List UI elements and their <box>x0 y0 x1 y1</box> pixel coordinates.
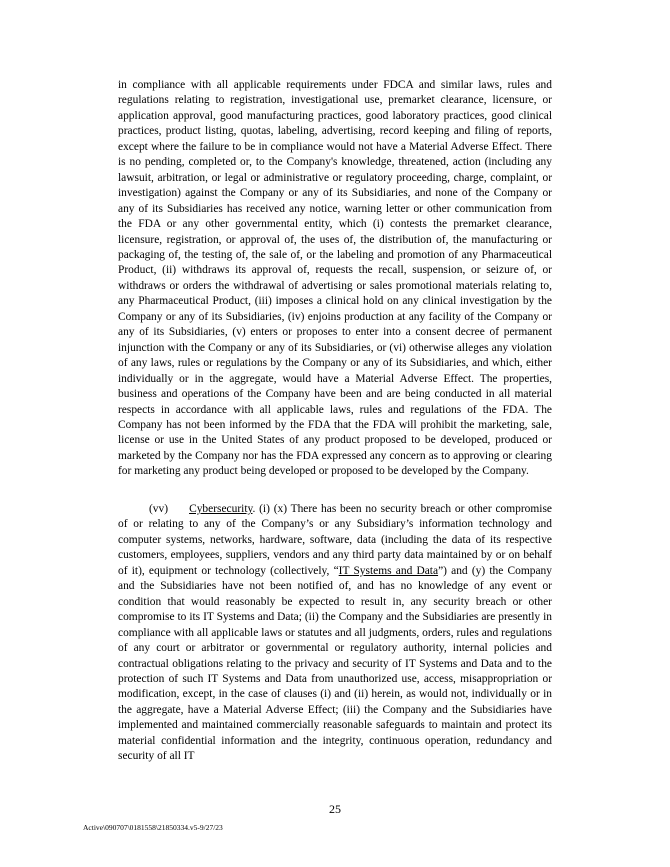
paragraph-text-part-2: ”) and (y) the Company and the Subsidiaries have not been notified of, and has no knowledge of any event or condition that would reasonably be expected to result in, any security breach or other compromise to its IT Systems and Data; (ii) the Company and the Subsidiaries are presently in compliance with all applicable laws or statutes and all judgments, orders, rules and regulations of any court or arbitrator or governmental or regulatory authority, internal policies and contractual obligations relating to the privacy and security of IT Systems and Data and to the protection of such IT Systems and Data from unauthorized use, access, misappropriation or modification, except, in the case of clauses (i) and (ii) herein, as would not, individually or in the aggregate, have a Material Adverse Effect; (iii) the Company and the Subsidiaries have implemented and maintained commercially reasonable safeguards to maintain and protect its material confidential information and the integrity, continuous operation, redundancy and security of all IT <box>118 564 552 763</box>
section-heading: Cybersecurity <box>189 503 253 515</box>
body-paragraph-cybersecurity <box>118 502 552 765</box>
document-footer-id: Active\090707\0181558\21850334.v5-9/27/23 <box>83 823 223 832</box>
section-number: (vv) <box>149 503 169 515</box>
paragraph-text-part-1: . (i) (x) There has been no security breach or other compromise of or relating to any of the Company’s or any Subsidiary’s information technology and computer systems, networks, hardware, software, data (including the data of its respective customers, employees, suppliers, vendors and any third party data maintained by or on behalf of it), equipment or technology (collectively, “ <box>118 503 552 577</box>
body-paragraph-fda-compliance: in compliance with all applicable requirements under FDCA and similar laws, rules and regulations relating to registration, investigational use, premarket clearance, licensure, or application approval, good manufacturing practices, good laboratory practices, good clinical practices, product listing, quotas, labeling, advertising, record keeping and filing of reports, except where the failure to be in compliance would not have a Material Adverse Effect. There is no pending, completed or, to the Company's knowledge, threatened, action (including any lawsuit, arbitration, or legal or administrative or regulatory proceeding, charge, complaint, or investigation) against the Company or any of its Subsidiaries, and none of the Company or any of its Subsidiaries has received any notice, warning letter or other communication from the FDA or any other governmental entity, which (i) contests the premarket clearance, licensure, registration, or approval of, the uses of, the distribution of, the manufacturing or packaging of, the testing of, the sale of, or the labeling and promotion of any Pharmaceutical Product, (ii) withdraws its approval of, requests the recall, suspension, or seizure of, or withdraws or orders the withdrawal of advertising or sales promotional materials relating to, any Pharmaceutical Product, (iii) imposes a clinical hold on any clinical investigation by the Company or any of its Subsidiaries, (iv) enjoins production at any facility of the Company or any of its Subsidiaries, (v) enters or proposes to enter into a consent decree of permanent injunction with the Company or any of its Subsidiaries, or (vi) otherwise alleges any violation of any laws, rules or regulations by the Company or any of its Subsidiaries, and which, either individually or in the aggregate, would have a Material Adverse Effect. The properties, business and operations of the Company have been and are being conducted in all material respects in accordance with all applicable laws, rules and regulations of the FDA. The Company has not been informed by the FDA that the FDA will prohibit the marketing, sale, license or use in the United States of any product proposed to be developed, produced or marketed by the Company nor has the FDA expressed any concern as to approving or clearing for marketing any product being developed or proposed to be developed by the Company. <box>118 79 552 478</box>
page-number: 25 <box>329 802 341 816</box>
defined-term: IT Systems and Data <box>338 564 439 577</box>
